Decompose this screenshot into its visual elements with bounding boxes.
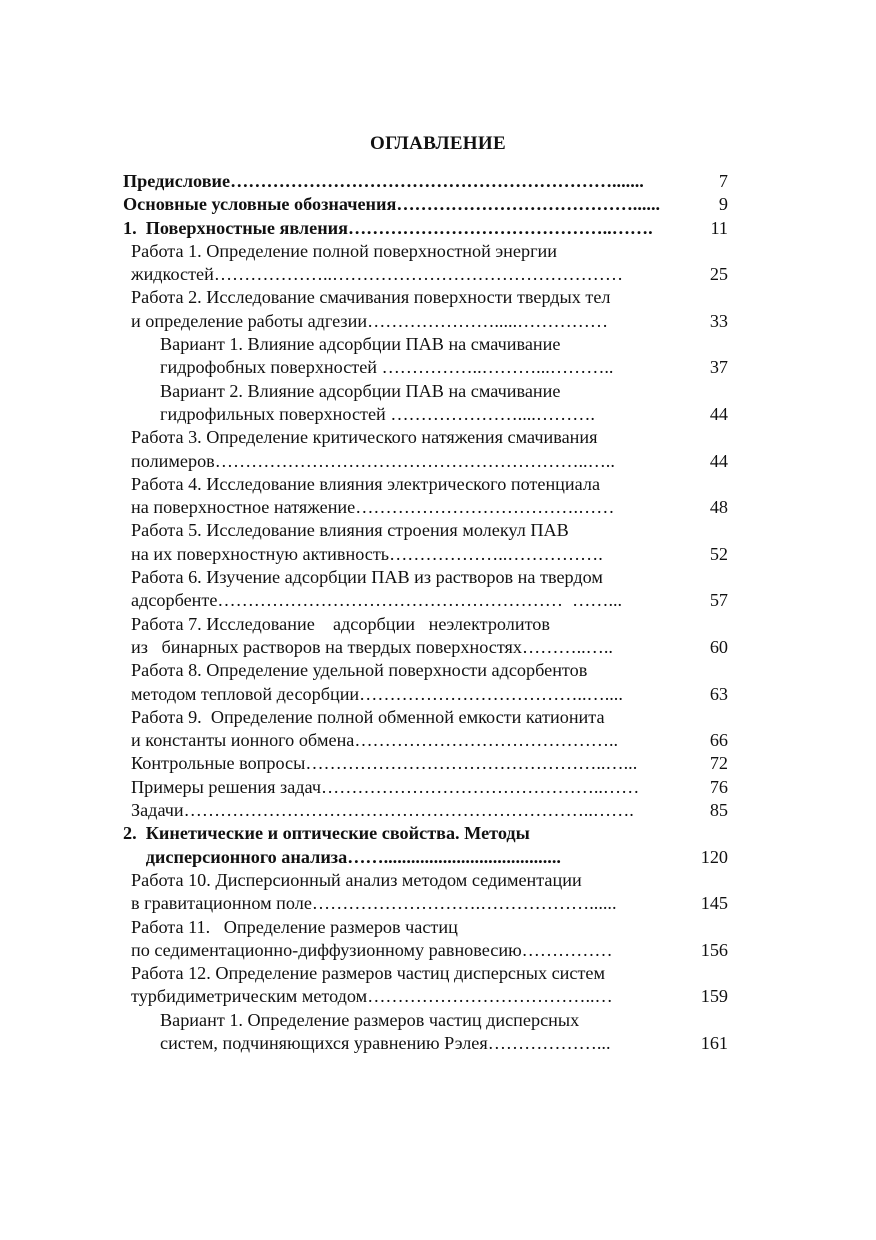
toc-entry-text: 1. Поверхностные явления……………………………………..……. bbox=[123, 217, 653, 238]
toc-entry-line bbox=[0, 426, 876, 449]
toc-page-number: 66 bbox=[709, 730, 728, 751]
toc-entry-line bbox=[0, 543, 876, 566]
toc-entry-line bbox=[0, 519, 876, 542]
toc-entry-line bbox=[0, 799, 876, 822]
toc-entry-text: и константы ионного обмена…………………………………….. bbox=[131, 730, 619, 751]
toc-entry-text: по седиментационно-диффузионному равновесию…………… bbox=[131, 939, 613, 960]
toc-entry-line bbox=[0, 170, 876, 193]
toc-entry-line bbox=[0, 263, 876, 286]
toc-entry-line bbox=[0, 939, 876, 962]
toc-entry-text: из бинарных растворов на твердых поверхностях………..….. bbox=[131, 636, 613, 657]
toc-page-number: 120 bbox=[700, 846, 728, 867]
toc-entry-line bbox=[0, 962, 876, 985]
toc-entry-text: гидрофильных поверхностей …………………....………. bbox=[160, 403, 595, 424]
toc-entry-line bbox=[0, 217, 876, 240]
toc-entry-line bbox=[0, 356, 876, 379]
toc-page-number: 159 bbox=[700, 986, 728, 1007]
toc-entry-text: Работа 1. Определение полной поверхностной энергии bbox=[131, 240, 558, 261]
toc-entry-text: Задачи…………………………………………………………..……. bbox=[131, 800, 634, 821]
toc-page-number: 48 bbox=[709, 497, 728, 518]
toc-entry-line bbox=[0, 636, 876, 659]
toc-entry-line bbox=[0, 985, 876, 1008]
toc-entry-text: в гравитационном поле……………………….………………...... bbox=[131, 893, 617, 914]
toc-entry-line bbox=[0, 333, 876, 356]
toc-entry-line bbox=[0, 916, 876, 939]
toc-page-number: 52 bbox=[709, 543, 728, 564]
toc-page-number: 63 bbox=[709, 683, 728, 704]
toc-entry-text: Работа 7. Исследование адсорбции неэлектролитов bbox=[131, 613, 550, 634]
toc-page-number: 57 bbox=[709, 590, 728, 611]
toc-entry-line bbox=[0, 589, 876, 612]
toc-entry-line bbox=[0, 193, 876, 216]
toc-entry-text: Работа 9. Определение полной обменной емкости катионита bbox=[131, 706, 605, 727]
toc-entry-text: Работа 4. Исследование влияния электрического потенциала bbox=[131, 473, 601, 494]
toc-entry-text: адсорбенте………………………………………………… ……... bbox=[131, 590, 623, 611]
toc-entry-line bbox=[0, 566, 876, 589]
toc-entry-text: на поверхностное натяжение……………………………….…… bbox=[131, 497, 615, 518]
toc-entry-line bbox=[0, 659, 876, 682]
toc-entry-text: Вариант 2. Влияние адсорбции ПАВ на смачивание bbox=[160, 380, 561, 401]
toc-entry-line bbox=[0, 613, 876, 636]
toc-entry-text: Работа 10. Дисперсионный анализ методом седиментации bbox=[131, 869, 582, 890]
toc-entry-line bbox=[0, 496, 876, 519]
toc-entry-line bbox=[0, 706, 876, 729]
toc-page-number: 25 bbox=[709, 264, 728, 285]
toc-page-number: 145 bbox=[700, 893, 728, 914]
toc-entry-line bbox=[0, 310, 876, 333]
toc-entry-text: и определение работы адгезии………………….....…………… bbox=[131, 310, 609, 331]
toc-entry-text: Работа 5. Исследование влияния строения молекул ПАВ bbox=[131, 520, 569, 541]
toc-page-number: 9 bbox=[718, 194, 728, 215]
toc-entry-text: турбидиметрическим методом………………………………..… bbox=[131, 986, 613, 1007]
toc-entry-line bbox=[0, 240, 876, 263]
toc-entry-line bbox=[0, 473, 876, 496]
toc-page-number: 76 bbox=[709, 776, 728, 797]
toc-entry-line bbox=[0, 1032, 876, 1055]
toc-entry-text: гидрофобных поверхностей ……………..………...……….. bbox=[160, 357, 614, 378]
toc-entry-line bbox=[0, 869, 876, 892]
toc-page-number: 85 bbox=[709, 800, 728, 821]
toc-page-number: 37 bbox=[709, 357, 728, 378]
toc-entry-line bbox=[0, 683, 876, 706]
toc-entry-line bbox=[0, 403, 876, 426]
toc-page-number: 11 bbox=[710, 217, 728, 238]
toc-page-number: 33 bbox=[709, 310, 728, 331]
toc-entry-text: на их поверхностную активность………………..……………. bbox=[131, 543, 603, 564]
toc-entry-line bbox=[0, 822, 876, 845]
toc-entry-text: Предисловие………………………………………………………....... bbox=[123, 171, 644, 191]
toc-entry-text: Контрольные вопросы…………………………………………..…... bbox=[131, 753, 638, 774]
toc-entry-text: дисперсионного анализа……....................................... bbox=[123, 846, 561, 867]
toc-entry-text: Основные условные обозначения…………………………………...... bbox=[123, 194, 661, 215]
toc-entry-line bbox=[0, 1009, 876, 1032]
toc-page-number: 44 bbox=[709, 450, 728, 471]
toc-entry-text: Работа 3. Определение критического натяжения смачивания bbox=[131, 427, 598, 448]
toc-entry-line bbox=[0, 752, 876, 775]
toc-entry-text: 2. Кинетические и оптические свойства. Методы bbox=[123, 823, 530, 844]
toc-entry-text: Вариант 1. Влияние адсорбции ПАВ на смачивание bbox=[160, 334, 561, 355]
toc-entry-text: полимеров……………………………………………………..….. bbox=[131, 450, 615, 471]
toc-page-number: 7 bbox=[718, 171, 728, 191]
toc-page-number: 156 bbox=[700, 939, 728, 960]
toc-entry-text: жидкостей………………..………………………………………… bbox=[131, 264, 624, 285]
toc-entry-text: Работа 2. Исследование смачивания поверхности твердых тел bbox=[131, 287, 611, 308]
toc-page-number: 72 bbox=[709, 753, 728, 774]
toc-entry-line bbox=[0, 450, 876, 473]
toc-entry-line bbox=[0, 776, 876, 799]
toc-page-number: 44 bbox=[709, 403, 728, 424]
toc-entry-line bbox=[0, 892, 876, 915]
toc-entry-text: Примеры решения задач………………………………………..…… bbox=[131, 776, 640, 797]
toc-entry-text: Работа 12. Определение размеров частиц дисперсных систем bbox=[131, 963, 606, 984]
toc-page-number: 60 bbox=[709, 636, 728, 657]
toc-entry-text: методом тепловой десорбции………………………………..….... bbox=[131, 683, 623, 704]
toc-entry-text: Работа 8. Определение удельной поверхности адсорбентов bbox=[131, 660, 588, 681]
toc-entry-text: систем, подчиняющихся уравнению Рэлея………………... bbox=[160, 1032, 611, 1053]
toc-entry-line bbox=[0, 846, 876, 869]
toc-page-number: 161 bbox=[700, 1032, 728, 1053]
page-title: ОГЛАВЛЕНИЕ bbox=[370, 133, 506, 154]
toc-entry-text: Работа 6. Изучение адсорбции ПАВ из растворов на твердом bbox=[131, 567, 603, 588]
toc-entry-line bbox=[0, 380, 876, 403]
table-of-contents bbox=[0, 170, 876, 1055]
toc-entry-line bbox=[0, 729, 876, 752]
toc-entry-text: Работа 11. Определение размеров частиц bbox=[131, 916, 458, 937]
toc-entry-line bbox=[0, 286, 876, 309]
toc-entry-text: Вариант 1. Определение размеров частиц дисперсных bbox=[160, 1009, 580, 1030]
